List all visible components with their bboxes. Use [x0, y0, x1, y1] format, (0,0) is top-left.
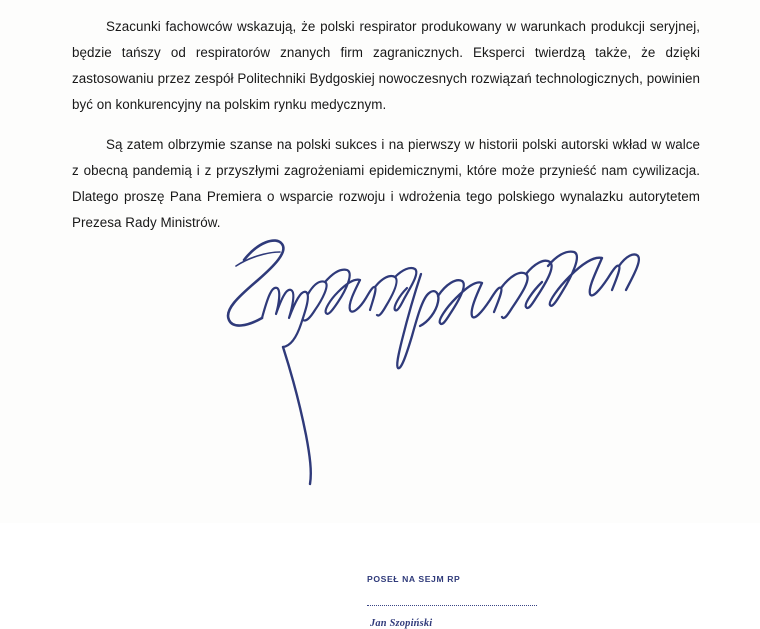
handwritten-signature-icon	[0, 200, 760, 523]
signature-title: POSEŁ NA SEJM RP	[367, 574, 461, 584]
paragraph-1: Szacunki fachowców wskazują, że polski respirator produkowany w warunkach produkcji seryjnej, będzie tańszy od respiratorów znanych firm zagranicznych. Eksperci twierdzą także, że dzięki zastosowaniu przez zespół Politechniki Bydgoskiej nowoczesnych rozwiązań technologicznych, powinien być on konkurencyjny na polskim rynku medycznym.	[72, 19, 700, 112]
signature-name: Jan Szopiński	[370, 618, 433, 629]
signature-dotted-line	[367, 604, 537, 606]
paragraph-2: Są zatem olbrzymie szanse na polski sukces i na pierwszy w historii polski autorski wkład w walce z obecną pandemią i z przyszłymi zagrożeniami epidemicznymi, które może przynieść nam cywilizacja. Dlatego proszę Pana Premiera o wsparcie rozwoju i wdrożenia tego polskiego wynalazku autorytetem Prezesa Rady Ministrów.	[72, 137, 700, 230]
signature-block	[0, 200, 760, 629]
